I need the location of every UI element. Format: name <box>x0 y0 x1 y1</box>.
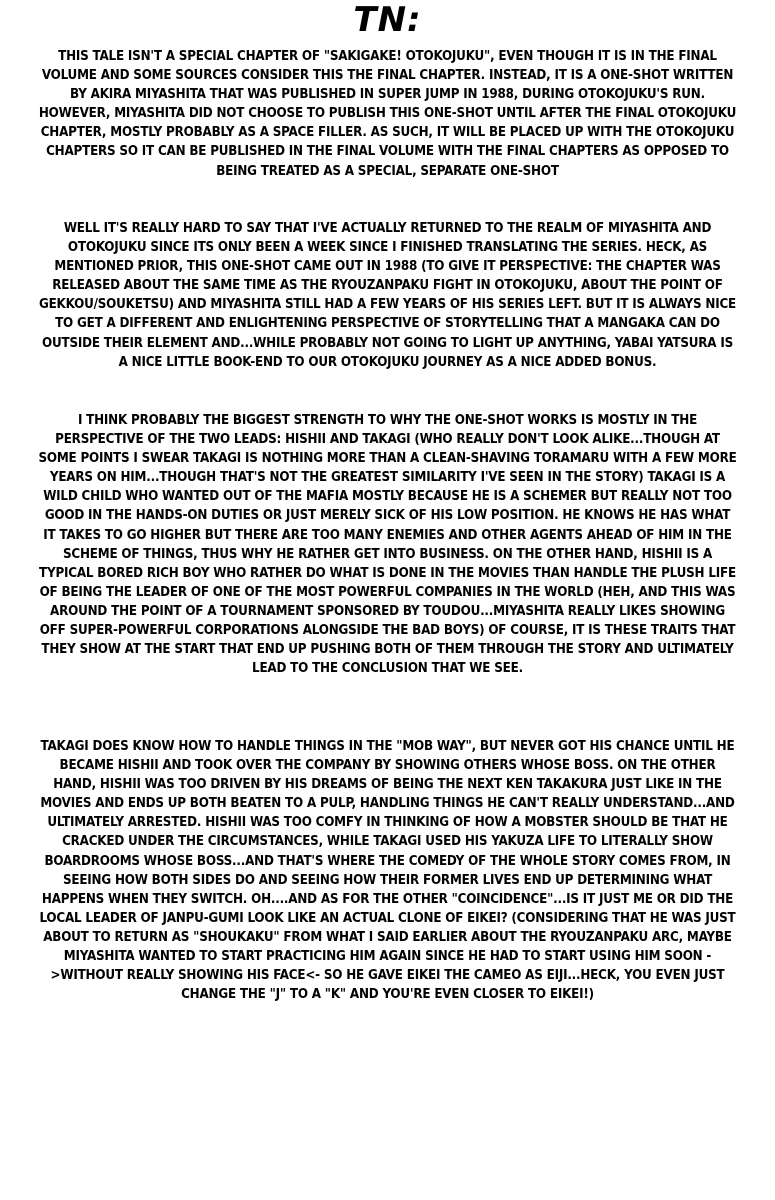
note-paragraph: THIS TALE ISN'T A SPECIAL CHAPTER OF "SAKIGAKE! OTOKOJUKU", EVEN THOUGH IT IS IN THE FINAL VOLUME AND SOME SOURCES CONSIDER THIS THE FINAL CHAPTER. INSTEAD, IT IS A ONE-SHOT WRITTEN BY AKIRA MIYASHITA THAT WAS PUBLISHED IN SUPER JUMP IN 1988, DURING OTOKOJUKU'S RUN. HOWEVER, MIYASHITA DID NOT CHOOSE TO PUBLISH THIS ONE-SHOT UNTIL AFTER THE FINAL OTOKOJUKU CHAPTER, MOSTLY PROBABLY AS A SPACE FILLER. AS SUCH, IT WILL BE PLACED UP WITH THE OTOKOJUKU CHAPTERS SO IT CAN BE PUBLISHED IN THE FINAL VOLUME WITH THE FINAL CHAPTERS AS OPPOSED TO BEING TREATED AS A SPECIAL, SEPARATE ONE-SHOT <box>38 49 737 179</box>
note-paragraph: I THINK PROBABLY THE BIGGEST STRENGTH TO WHY THE ONE-SHOT WORKS IS MOSTLY IN THE PERSPECTIVE OF THE TWO LEADS: HISHII AND TAKAGI (WHO REALLY DON'T LOOK ALIKE...THOUGH AT SOME POINTS I SWEAR TAKAGI IS NOTHING MORE THAN A CLEAN-SHAVING TORAMARU WITH A FEW MORE YEARS ON HIM...THOUGH THAT'S NOT THE GREATEST SIMILARITY I'VE SEEN IN THE STORY) TAKAGI IS A WILD CHILD WHO WANTED OUT OF THE MAFIA MOSTLY BECAUSE HE IS A SCHEMER BUT REALLY NOT TOO GOOD IN THE HANDS-ON DUTIES OR JUST MERELY SICK OF HIS LOW POSITION. HE KNOWS HE HAS WHAT IT TAKES TO GO HIGHER BUT THERE ARE TOO MANY ENEMIES AND OTHER AGENTS AHEAD OF HIM IN THE SCHEME OF THINGS, THUS WHY HE RATHER GET INTO BUSINESS. ON THE OTHER HAND, HISHII IS A TYPICAL BORED RICH BOY WHO RATHER DO WHAT IS DONE IN THE MOVIES THAN HANDLE THE PLUSH LIFE OF BEING THE LEADER OF ONE OF THE MOST POWERFUL COMPANIES IN THE WORLD (HEH, AND THIS WAS AROUND THE POINT OF A TOURNAMENT SPONSORED BY TOUDOU...MIYASHITA REALLY LIKES SHOWING OFF SUPER-POWERFUL CORPORATIONS ALONGSIDE THE BAD BOYS) OF COURSE, IT IS THESE TRAITS THAT THEY SHOW AT THE START THAT END UP PUSHING BOTH OF THEM THROUGH THE STORY AND ULTIMATELY LEAD TO THE CONCLUSION THAT WE SEE. <box>38 413 737 677</box>
note-paragraph: TAKAGI DOES KNOW HOW TO HANDLE THINGS IN THE "MOB WAY", BUT NEVER GOT HIS CHANCE UNTIL HE BECAME HISHII AND TOOK OVER THE COMPANY BY SHOWING OTHERS WHOSE BOSS. ON THE OTHER HAND, HISHII WAS TOO DRIVEN BY HIS DREAMS OF BEING THE NEXT KEN TAKAKURA JUST LIKE IN THE MOVIES AND ENDS UP BOTH BEATEN TO A PULP, HANDLING THINGS HE CAN'T REALLY UNDERSTAND...AND ULTIMATELY ARRESTED. HISHII WAS TOO COMFY IN THINKING OF HOW A MOBSTER SHOULD BE THAT HE CRACKED UNDER THE CIRCUMSTANCES, WHILE TAKAGI USED HIS YAKUZA LIFE TO LITERALLY SHOW BOARDROOMS WHOSE BOSS...AND THAT'S WHERE THE COMEDY OF THE WHOLE STORY COMES FROM, IN SEEING HOW BOTH SIDES DO AND SEEING HOW THEIR FORMER LIVES END UP DETERMINING WHAT HAPPENS WHEN THEY SWITCH. OH....AND AS FOR THE OTHER "COINCIDENCE"...IS IT JUST ME OR DID THE LOCAL LEADER OF JANPU-GUMI LOOK LIKE AN ACTUAL CLONE OF EIKEI? (CONSIDERING THAT HE WAS JUST ABOUT TO RETURN AS "SHOUKAKU" FROM WHAT I SAID EARLIER ABOUT THE RYOUZANPAKU ARC, MAYBE MIYASHITA WANTED TO START PRACTICING HIM AGAIN SINCE HE HAD TO START USING HIM SOON ->WITHOUT REALLY SHOWING HIS FACE<- SO HE GAVE EIKEI THE CAMEO AS EIJI...HECK, YOU EVEN JUST CHANGE THE "J" TO A "K" AND YOU'RE EVEN CLOSER TO EIKEI!) <box>39 739 736 1003</box>
note-paragraph: WELL IT'S REALLY HARD TO SAY THAT I'VE ACTUALLY RETURNED TO THE REALM OF MIYASHITA AND OTOKOJUKU SINCE ITS ONLY BEEN A WEEK SINCE I FINISHED TRANSLATING THE SERIES. HECK, AS MENTIONED PRIOR, THIS ONE-SHOT CAME OUT IN 1988 (TO GIVE IT PERSPECTIVE: THE CHAPTER WAS RELEASED ABOUT THE SAME TIME AS THE RYOUZANPAKU FIGHT IN OTOKOJUKU, ABOUT THE POINT OF GEKKOU/SOUKETSU) AND MIYASHITA STILL HAD A FEW YEARS OF HIS SERIES LEFT. BUT IT IS ALWAYS NICE TO GET A DIFFERENT AND ENLIGHTENING PERSPECTIVE OF STORYTELLING THAT A MANGAKA CAN DO OUTSIDE THEIR ELEMENT AND...WHILE PROBABLY NOT GOING TO LIGHT UP ANYTHING, YABAI YATSURA IS A NICE LITTLE BOOK-END TO OUR OTOKOJUKU JOURNEY AS A NICE ADDED BONUS. <box>38 221 737 370</box>
page-title: TN: <box>353 0 422 40</box>
